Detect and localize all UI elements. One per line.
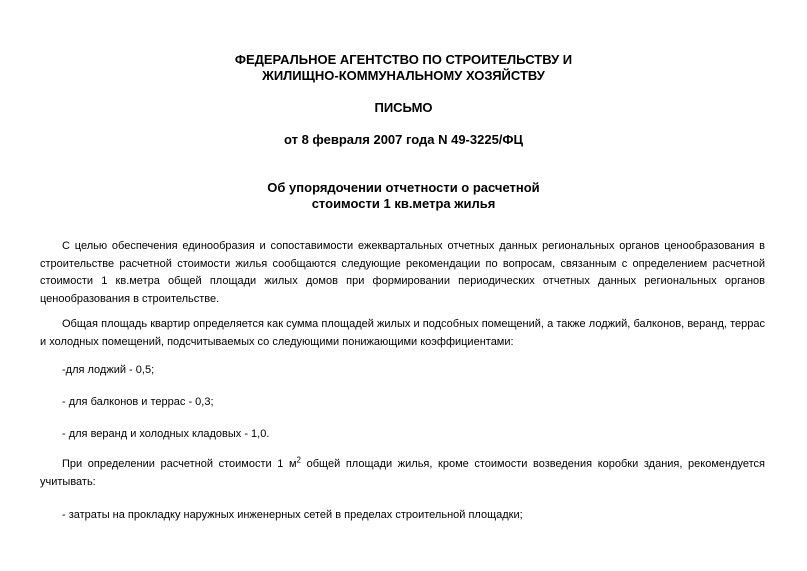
document-date-number: от 8 февраля 2007 года N 49-3225/ФЦ — [283, 132, 524, 147]
list-item-verandas: - для веранд и холодных кладовых - 1,0. — [62, 428, 270, 440]
agency-name — [0, 52, 807, 84]
superscript-square: 2 — [296, 455, 301, 465]
paragraph-cost-text-start: При определении расчетной стоимости 1 м — [62, 458, 297, 470]
paragraph-purpose: С целью обеспечения единообразия и сопоставимости ежеквартальных отчетных данных региональных органов ценообразования в строительстве расчетной стоимости жилья сообщаются следующие рекомендации по вопросам, связанным с определением расчетной стоимости 1 кв.метра общей площади жилых домов при формировании периодических отчетных данных региональных органов ценообразования в строительстве. — [40, 240, 765, 305]
paragraph-total-area: Общая площадь квартир определяется как сумма площадей жилых и подсобных помещений, а также лоджий, балконов, веранд, террас и холодных помещений, подсчитываемых со следующими понижающими коэффициентами: — [40, 318, 765, 348]
agency-name-line-2: ЖИЛИЩНО-КОММУНАЛЬНОМУ ХОЗЯЙСТВУ — [262, 68, 545, 83]
agency-name-line-1: ФЕДЕРАЛЬНОЕ АГЕНТСТВО ПО СТРОИТЕЛЬСТВУ И — [234, 52, 573, 67]
list-item-engineering-networks: - затраты на прокладку наружных инженерных сетей в пределах строительной площадки; — [62, 509, 523, 521]
list-item-balconies: - для балконов и террас - 0,3; — [62, 396, 214, 408]
paragraph-cost-text-end: общей площади жилья, кроме стоимости возведения коробки здания, рекомендуется учитывать: — [40, 458, 765, 488]
document-subject — [0, 180, 807, 212]
list-item-loggias: -для лоджий - 0,5; — [62, 364, 155, 376]
subject-line-1: Об упорядочении отчетности о расчетной — [267, 180, 540, 195]
paragraph-cost-determination — [40, 456, 765, 491]
subject-line-2: стоимости 1 кв.метра жилья — [311, 196, 496, 211]
document-type: ПИСЬМО — [374, 100, 433, 115]
